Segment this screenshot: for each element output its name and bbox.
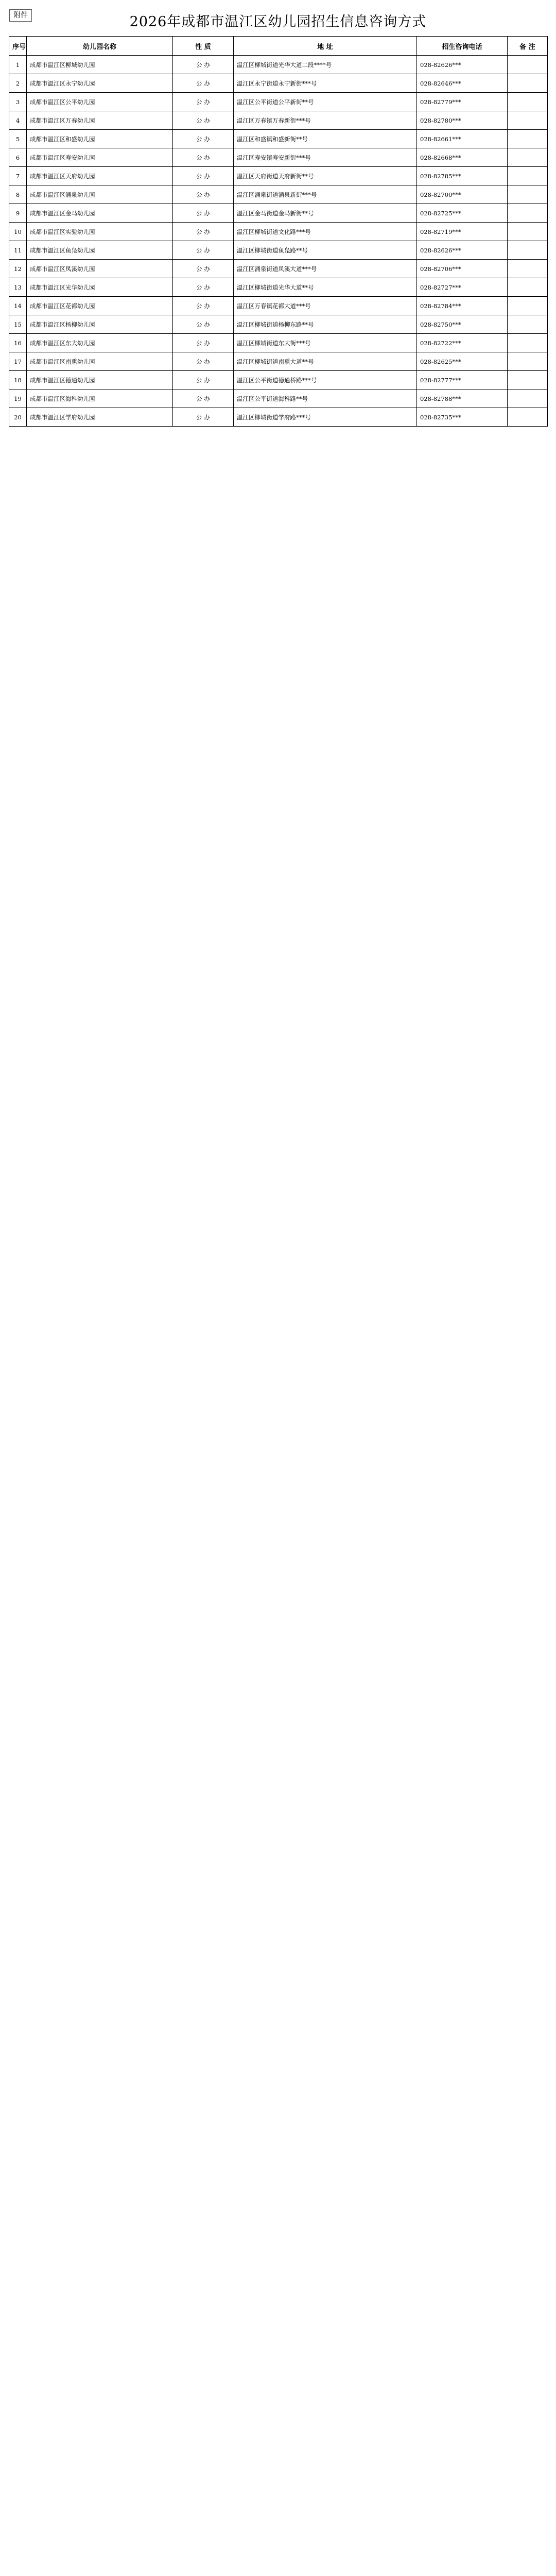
table-row	[9, 148, 548, 167]
attachment-tag: 附件	[9, 9, 32, 22]
page-title: 2026年成都市温江区幼儿园招生信息咨询方式	[129, 14, 427, 30]
cell-type: 公 办	[173, 111, 234, 130]
cell-type: 公 办	[173, 167, 234, 185]
cell-index: 1	[9, 56, 27, 74]
table-row	[9, 315, 548, 334]
cell-address: 温江区涌泉街道涌泉新街***号	[234, 185, 417, 204]
cell-index: 15	[9, 315, 27, 334]
header-type: 性 质	[173, 37, 234, 56]
cell-remark	[508, 278, 548, 297]
cell-remark	[508, 204, 548, 223]
table-row	[9, 223, 548, 241]
cell-phone: 028-82722***	[417, 334, 508, 352]
cell-address: 温江区涌泉街道凤溪大道***号	[234, 260, 417, 278]
cell-address: 温江区永宁街道永宁新街***号	[234, 74, 417, 93]
cell-name: 成都市温江区学府幼儿园	[27, 408, 173, 427]
cell-phone: 028-82646***	[417, 74, 508, 93]
cell-remark	[508, 297, 548, 315]
cell-address: 温江区柳城街道学府路***号	[234, 408, 417, 427]
cell-phone: 028-82777***	[417, 371, 508, 389]
cell-name: 成都市温江区凤溪幼儿园	[27, 260, 173, 278]
cell-type: 公 办	[173, 408, 234, 427]
cell-address: 温江区寿安镇寿安新街***号	[234, 148, 417, 167]
cell-phone: 028-82625***	[417, 352, 508, 371]
table-row	[9, 371, 548, 389]
cell-type: 公 办	[173, 334, 234, 352]
cell-name: 成都市温江区和盛幼儿园	[27, 130, 173, 148]
cell-index: 3	[9, 93, 27, 111]
cell-remark	[508, 148, 548, 167]
cell-name: 成都市温江区德通幼儿园	[27, 371, 173, 389]
cell-address: 温江区万春镇万春新街***号	[234, 111, 417, 130]
cell-phone: 028-82706***	[417, 260, 508, 278]
cell-name: 成都市温江区南熏幼儿园	[27, 352, 173, 371]
cell-name: 成都市温江区鱼凫幼儿园	[27, 241, 173, 260]
cell-name: 成都市温江区永宁幼儿园	[27, 74, 173, 93]
cell-type: 公 办	[173, 352, 234, 371]
cell-index: 6	[9, 148, 27, 167]
cell-address: 温江区和盛镇和盛新街**号	[234, 130, 417, 148]
table-row	[9, 111, 548, 130]
table-row	[9, 278, 548, 297]
cell-address: 温江区万春镇花都大道***号	[234, 297, 417, 315]
cell-type: 公 办	[173, 74, 234, 93]
cell-index: 7	[9, 167, 27, 185]
table-row	[9, 297, 548, 315]
cell-name: 成都市温江区涌泉幼儿园	[27, 185, 173, 204]
cell-type: 公 办	[173, 223, 234, 241]
cell-type: 公 办	[173, 130, 234, 148]
cell-address: 温江区公平街道德通桥路***号	[234, 371, 417, 389]
header-phone: 招生咨询电话	[417, 37, 508, 56]
cell-remark	[508, 352, 548, 371]
cell-remark	[508, 371, 548, 389]
cell-name: 成都市温江区东大幼儿园	[27, 334, 173, 352]
table-row	[9, 185, 548, 204]
cell-phone: 028-82750***	[417, 315, 508, 334]
cell-index: 8	[9, 185, 27, 204]
cell-index: 10	[9, 223, 27, 241]
cell-index: 2	[9, 74, 27, 93]
cell-type: 公 办	[173, 260, 234, 278]
cell-remark	[508, 185, 548, 204]
table-row	[9, 167, 548, 185]
cell-phone: 028-82779***	[417, 93, 508, 111]
cell-index: 18	[9, 371, 27, 389]
cell-name: 成都市温江区杨柳幼儿园	[27, 315, 173, 334]
cell-remark	[508, 74, 548, 93]
header-name: 幼儿园名称	[27, 37, 173, 56]
cell-remark	[508, 223, 548, 241]
cell-name: 成都市温江区光华幼儿园	[27, 278, 173, 297]
cell-phone: 028-82784***	[417, 297, 508, 315]
cell-remark	[508, 315, 548, 334]
cell-type: 公 办	[173, 148, 234, 167]
table-header-row	[9, 37, 548, 56]
header-address: 地 址	[234, 37, 417, 56]
table-row	[9, 204, 548, 223]
cell-type: 公 办	[173, 93, 234, 111]
table-row	[9, 74, 548, 93]
cell-index: 4	[9, 111, 27, 130]
table-body	[9, 56, 548, 427]
cell-index: 17	[9, 352, 27, 371]
cell-phone: 028-82719***	[417, 223, 508, 241]
table-row	[9, 56, 548, 74]
cell-phone: 028-82780***	[417, 111, 508, 130]
cell-remark	[508, 408, 548, 427]
header-index: 序号	[9, 37, 27, 56]
cell-remark	[508, 130, 548, 148]
table-row	[9, 352, 548, 371]
cell-remark	[508, 334, 548, 352]
cell-type: 公 办	[173, 389, 234, 408]
cell-type: 公 办	[173, 278, 234, 297]
cell-name: 成都市温江区寿安幼儿园	[27, 148, 173, 167]
cell-type: 公 办	[173, 204, 234, 223]
table-row	[9, 130, 548, 148]
cell-remark	[508, 241, 548, 260]
cell-address: 温江区公平街道海科路**号	[234, 389, 417, 408]
cell-phone: 028-82727***	[417, 278, 508, 297]
cell-name: 成都市温江区金马幼儿园	[27, 204, 173, 223]
cell-name: 成都市温江区海科幼儿园	[27, 389, 173, 408]
cell-type: 公 办	[173, 297, 234, 315]
cell-name: 成都市温江区花都幼儿园	[27, 297, 173, 315]
cell-address: 温江区柳城街道南熏大道**号	[234, 352, 417, 371]
cell-index: 13	[9, 278, 27, 297]
cell-address: 温江区柳城街道光华大道**号	[234, 278, 417, 297]
table-row	[9, 260, 548, 278]
cell-name: 成都市温江区公平幼儿园	[27, 93, 173, 111]
cell-index: 16	[9, 334, 27, 352]
cell-remark	[508, 260, 548, 278]
table-row	[9, 334, 548, 352]
cell-phone: 028-82735***	[417, 408, 508, 427]
cell-index: 11	[9, 241, 27, 260]
cell-type: 公 办	[173, 371, 234, 389]
header-remark: 备 注	[508, 37, 548, 56]
table-row	[9, 93, 548, 111]
cell-phone: 028-82626***	[417, 56, 508, 74]
cell-type: 公 办	[173, 56, 234, 74]
cell-type: 公 办	[173, 315, 234, 334]
cell-address: 温江区柳城街道东大街***号	[234, 334, 417, 352]
cell-address: 温江区柳城街道文化路***号	[234, 223, 417, 241]
cell-index: 14	[9, 297, 27, 315]
cell-phone: 028-82661***	[417, 130, 508, 148]
cell-type: 公 办	[173, 241, 234, 260]
cell-address: 温江区公平街道公平新街**号	[234, 93, 417, 111]
cell-phone: 028-82725***	[417, 204, 508, 223]
cell-remark	[508, 111, 548, 130]
cell-index: 19	[9, 389, 27, 408]
cell-address: 温江区天府街道天府新街**号	[234, 167, 417, 185]
cell-index: 5	[9, 130, 27, 148]
cell-phone: 028-82788***	[417, 389, 508, 408]
cell-index: 9	[9, 204, 27, 223]
cell-type: 公 办	[173, 185, 234, 204]
cell-remark	[508, 56, 548, 74]
cell-phone: 028-82700***	[417, 185, 508, 204]
cell-name: 成都市温江区实验幼儿园	[27, 223, 173, 241]
cell-remark	[508, 389, 548, 408]
cell-index: 12	[9, 260, 27, 278]
table-row	[9, 241, 548, 260]
cell-phone: 028-82668***	[417, 148, 508, 167]
cell-remark	[508, 167, 548, 185]
cell-name: 成都市温江区柳城幼儿园	[27, 56, 173, 74]
cell-remark	[508, 93, 548, 111]
cell-index: 20	[9, 408, 27, 427]
kindergarten-table	[9, 36, 548, 427]
table-row	[9, 408, 548, 427]
cell-phone: 028-82785***	[417, 167, 508, 185]
cell-phone: 028-82626***	[417, 241, 508, 260]
cell-name: 成都市温江区天府幼儿园	[27, 167, 173, 185]
cell-address: 温江区金马街道金马新街**号	[234, 204, 417, 223]
cell-address: 温江区柳城街道杨柳东路**号	[234, 315, 417, 334]
table-row	[9, 389, 548, 408]
cell-name: 成都市温江区万春幼儿园	[27, 111, 173, 130]
cell-address: 温江区柳城街道光华大道二段****号	[234, 56, 417, 74]
cell-address: 温江区柳城街道鱼凫路**号	[234, 241, 417, 260]
